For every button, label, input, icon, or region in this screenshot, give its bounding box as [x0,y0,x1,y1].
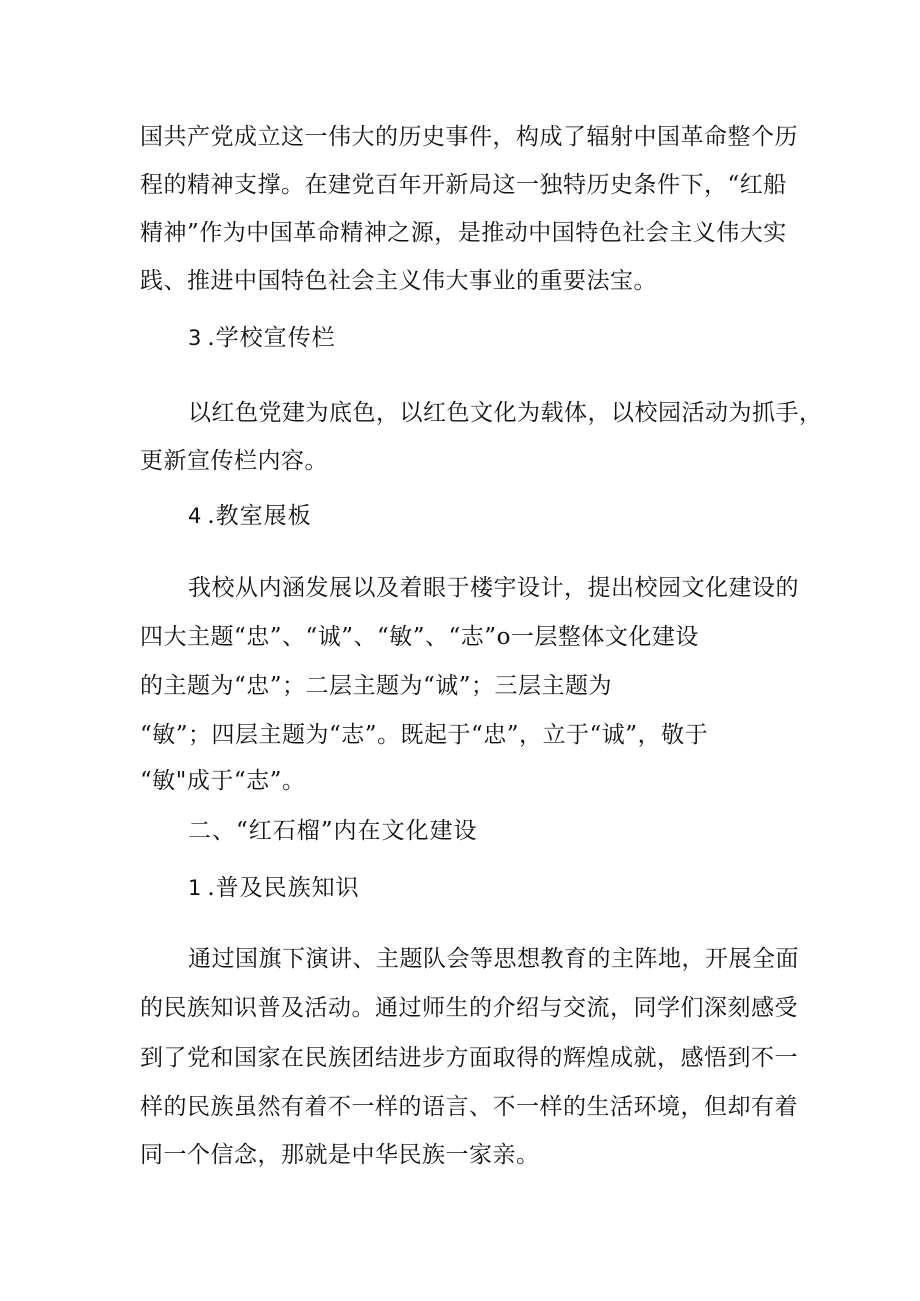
paragraph-1-line-2: 程的精神支撑。在建党百年开新局这一独特历史条件下，“红船 [140,172,787,198]
heading-text: .教室展板 [207,503,312,529]
heading-school-bulletin [188,323,336,353]
paragraph-1-line-4: 践、推进中国特色社会主义伟大事业的重要法宝。 [140,268,657,294]
paragraph-4-line-4: 样的民族虽然有着不一样的语言、不一样的生活环境，但却有着 [140,1094,798,1120]
heading-number: 3 [188,326,202,350]
paragraph-3-line-4: “敏”；四层主题为“志”。既起于“忠”，立于“诚”，敬于 [140,722,709,748]
paragraph-3-line-2: 四大主题“忠”、“诚”、“敏”、“志”o一层整体文化建设 [140,624,699,650]
section-heading-red-pomegranate: 二、“红石榴”内在文化建设 [188,818,478,844]
heading-number: 4 [188,504,202,528]
paragraph-3-line-1: 我校从内涵发展以及着眼于楼宇设计，提出校园文化建设的 [188,575,799,601]
heading-ethnic-knowledge [188,873,360,903]
paragraph-3-line-3: 的主题为“忠”；二层主题为“诚”；三层主题为 [140,673,613,699]
paragraph-4-line-2: 的民族知识普及活动。通过师生的介绍与交流，同学们深刻感受 [140,995,798,1021]
paragraph-1-line-3: 精神”作为中国革命精神之源，是推动中国特色社会主义伟大实 [140,220,787,246]
heading-text: .学校宣传栏 [207,325,336,351]
heading-number: 1 [188,876,202,900]
heading-classroom-board [188,501,312,531]
paragraph-1-line-1: 国共产党成立这一伟大的历史事件，构成了辐射中国革命整个历 [140,124,798,150]
paragraph-4-line-3: 到了党和国家在民族团结进步方面取得的辉煌成就，感悟到不一 [140,1045,798,1071]
heading-text: .普及民族知识 [207,875,360,901]
paragraph-3-line-5: “敏"成于“志”。 [140,768,306,794]
paragraph-2-line-1: 以红色党建为底色，以红色文化为载体，以校园活动为抓手， [188,400,823,426]
paragraph-4-line-5: 同一个信念，那就是中华民族一家亲。 [140,1142,540,1168]
paragraph-2-line-2: 更新宣传栏内容。 [140,448,328,474]
paragraph-4-line-1: 通过国旗下演讲、主题队会等思想教育的主阵地，开展全面 [188,946,799,972]
